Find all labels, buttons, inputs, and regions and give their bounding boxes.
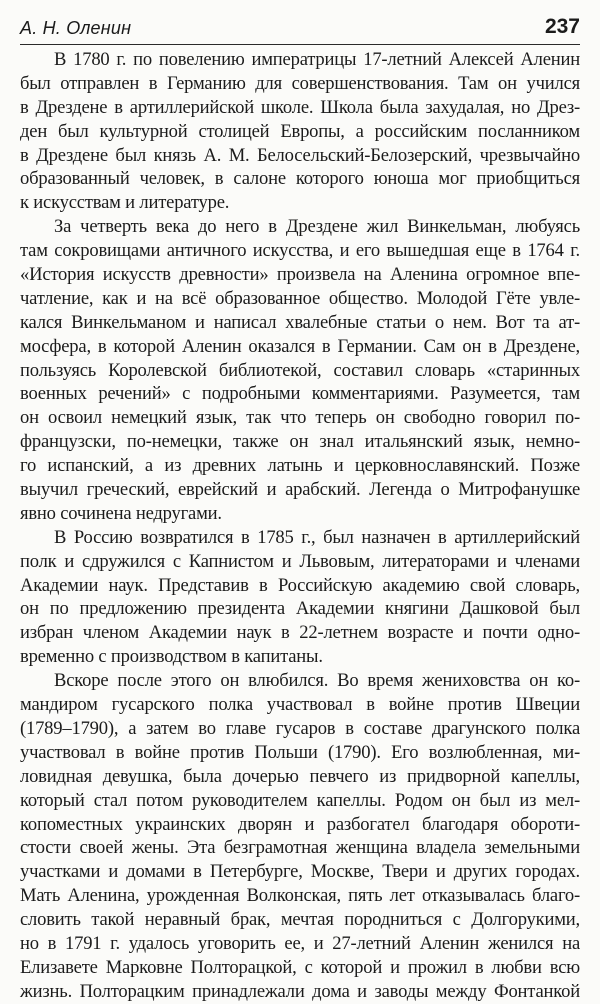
text-line: (1789–1790), а затем во главе гусаров в составе драгунского полка bbox=[20, 717, 580, 739]
text-line: ловидная девушка, была дочерью певчего из придворной капеллы, bbox=[20, 765, 580, 787]
text-line: «История искусств древности» произвела на Аленина огромное впе- bbox=[20, 264, 580, 286]
text-line: полк и сдружился с Капнистом и Львовым, литераторами и членами bbox=[20, 550, 580, 572]
text-line: Академии наук. Представив в Российскую академию свой словарь, bbox=[20, 574, 580, 596]
text-line: который стал потом руководителем капеллы. Родом он был из мел- bbox=[20, 789, 580, 811]
text-line: военных речений» с подробными комментариями. Разумеется, там bbox=[20, 383, 580, 405]
text-line: был отправлен в Германию для совершенствования. Там он учился bbox=[20, 72, 580, 94]
text-line: пользуясь Королевской библиотекой, составил словарь «старинных bbox=[20, 359, 580, 381]
text-line: ден был культурной столицей Европы, а российским посланником bbox=[20, 120, 580, 142]
text-line: участками и домами в Петербурге, Москве, Твери и других городах. bbox=[20, 861, 580, 883]
text-line: к искусствам и литературе. bbox=[20, 192, 230, 214]
running-head bbox=[20, 10, 580, 45]
text-line: в Дрездене в артиллерийской школе. Школа была захудалая, но Дрез- bbox=[20, 96, 580, 118]
text-line: Вскоре после этого он влюбился. Во время жениховства он ко- bbox=[54, 670, 580, 692]
text-line: участвовал в войне против Польши (1790). Его возлюбленная, ми- bbox=[20, 741, 580, 763]
text-line: мандиром гусарского полка участвовал в войне против Швеции bbox=[20, 694, 580, 716]
text-line: В Россию возвратился в 1785 г., был назначен в артиллерийский bbox=[54, 526, 580, 548]
text-line: Елизавете Марковне Полторацкой, с которой и прожил в любви всю bbox=[20, 956, 580, 978]
text-line: временно с производством в капитаны. bbox=[20, 646, 323, 668]
text-line: но в 1791 г. удалось уговорить ее, и 27-летний Аленин женился на bbox=[20, 932, 580, 954]
text-line: он освоил немецкий язык, так что теперь он свободно говорил по- bbox=[20, 407, 580, 429]
text-line: мосфера, в которой Аленин оказался в Германии. Сам он в Дрездене, bbox=[20, 335, 580, 357]
text-line: выучил греческий, еврейский и арабский. Легенда о Митрофанушке bbox=[20, 479, 580, 501]
running-title: А. Н. Оленин bbox=[20, 18, 132, 38]
text-line: французски, по-немецки, также он знал итальянский язык, немно- bbox=[20, 431, 580, 453]
text-line: образованный человек, в салоне которого юноша мог приобщиться bbox=[20, 168, 580, 190]
text-line: кался Винкельманом и написал хвалебные статьи о нем. Вот та ат- bbox=[20, 311, 580, 333]
text-line: там сокровищами античного искусства, и его вышедшая еще в 1764 г. bbox=[20, 240, 580, 262]
text-line: го испанский, а из древних латынь и церковнославянский. Позже bbox=[20, 455, 580, 477]
text-line: чатление, как и на всё образованное общество. Молодой Гёте увле- bbox=[20, 287, 580, 309]
text-line: За четверть века до него в Дрездене жил Винкельман, любуясь bbox=[54, 216, 580, 238]
body-text bbox=[20, 48, 580, 1004]
text-line: избран членом Академии наук в 22-летнем возрасте и почти одно- bbox=[20, 622, 580, 644]
text-line: копоместных украинских дворян и разбогател благодаря оборoти- bbox=[20, 813, 580, 835]
text-line: словить такой неравный брак, мечтая породниться с Долгорукими, bbox=[20, 909, 580, 931]
page-number: 237 bbox=[544, 15, 580, 38]
text-line: в Дрездене был князь А. М. Белосельский-Белозерский, чрезвычайно bbox=[20, 144, 580, 166]
text-line: стости своей жены. Эта безграмотная женщина владела земельными bbox=[20, 837, 580, 859]
text-line: он по предложению президента Академии княгини Дашковой был bbox=[20, 598, 580, 620]
text-line: явно сочинена недругами. bbox=[20, 502, 222, 524]
text-line: Мать Аленина, урожденная Волконская, пять лет отказывалась благо- bbox=[20, 885, 580, 907]
text-line: жизнь. Полторацким принадлежали дома и заводы между Фонтанкой bbox=[20, 980, 580, 1002]
text-line: В 1780 г. по повелению императрицы 17-летний Алексей Аленин bbox=[54, 49, 580, 70]
